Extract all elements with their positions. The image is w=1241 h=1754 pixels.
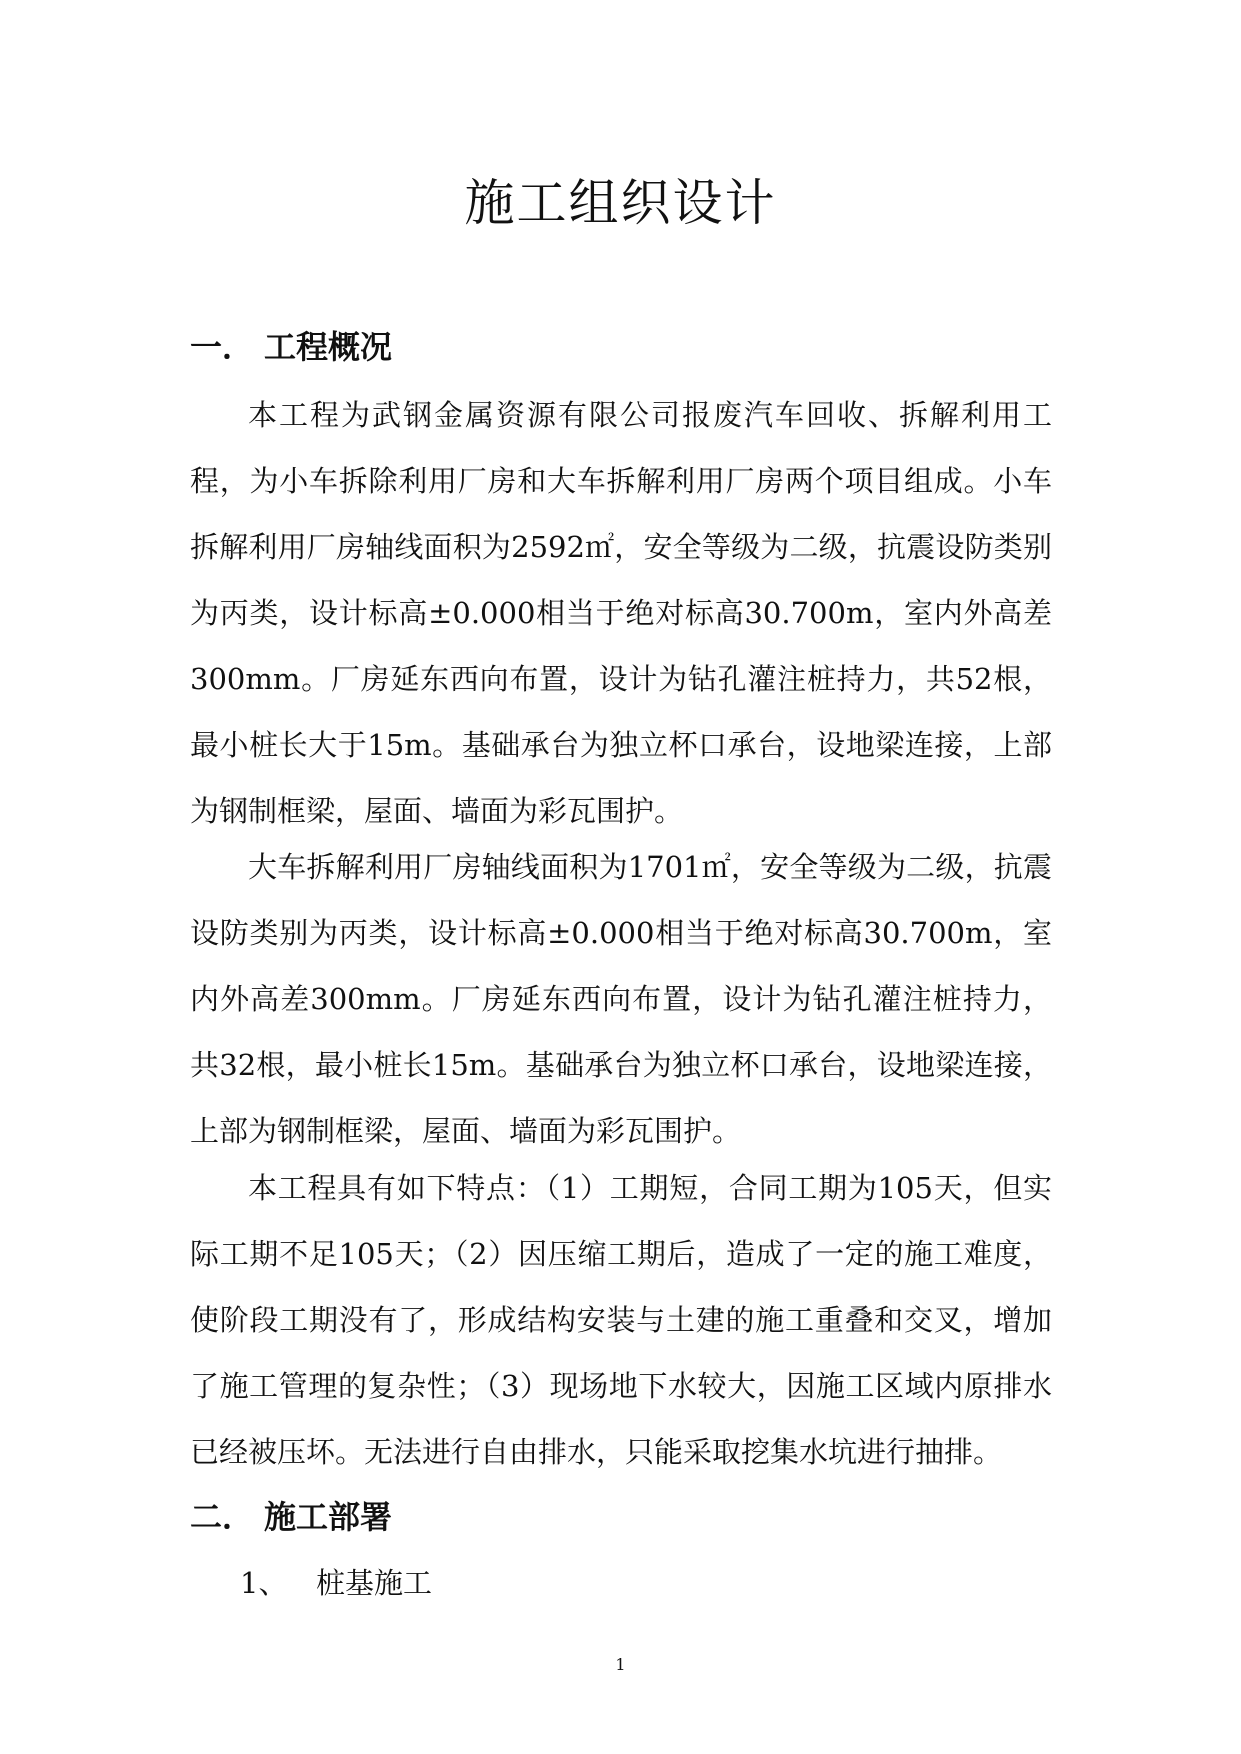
page-number: 1 <box>615 1655 626 1674</box>
section-title: 工程概况 <box>264 328 393 366</box>
subsection-number: 1、 <box>240 1566 288 1600</box>
section-number: 二． <box>190 1498 255 1536</box>
paragraph-project-overview: 本工程为武钢金属资源有限公司报废汽车回收、拆解利用工程，为小车拆除利用厂房和大车拆解利用厂房两个项目组成。小车拆解利用厂房轴线面积为2592㎡，安全等级为二级，抗震设防类别为丙类，设计标高±0.000相当于绝对标高30.700m，室内外高差300mm。厂房延东西向布置，设计为钻孔灌注桩持力，共52根，最小桩长大于15m。基础承台为独立杯口承台，设地梁连接，上部为钢制框梁，屋面、墙面为彩瓦围护。 <box>190 398 1052 828</box>
paragraph-project-features: 本工程具有如下特点：（1）工期短，合同工期为105天，但实际工期不足105天；（2）因压缩工期后，造成了一定的施工难度，使阶段工期没有了，形成结构安装与土建的施工重叠和交叉，增加了施工管理的复杂性；（3）现场地下水较大，因施工区域内原排水已经被压坏。无法进行自由排水，只能采取挖集水坑进行抽排。 <box>190 1171 1052 1469</box>
document-title: 施工组织设计 <box>464 174 777 232</box>
section-number: 一． <box>190 328 255 366</box>
section-heading-2 <box>190 1495 392 1539</box>
subsection-heading <box>240 1550 432 1616</box>
subsection-title: 桩基施工 <box>316 1566 433 1600</box>
paragraph-large-vehicle-plant: 大车拆解利用厂房轴线面积为1701㎡，安全等级为二级，抗震设防类别为丙类，设计标高±0.000相当于绝对标高30.700m，室内外高差300mm。厂房延东西向布置，设计为钻孔灌注桩持力，共32根，最小桩长15m。基础承台为独立杯口承台，设地梁连接，上部为钢制框梁，屋面、墙面为彩瓦围护。 <box>190 850 1052 1148</box>
section-heading-1 <box>190 325 392 369</box>
section-title: 施工部署 <box>264 1498 393 1536</box>
